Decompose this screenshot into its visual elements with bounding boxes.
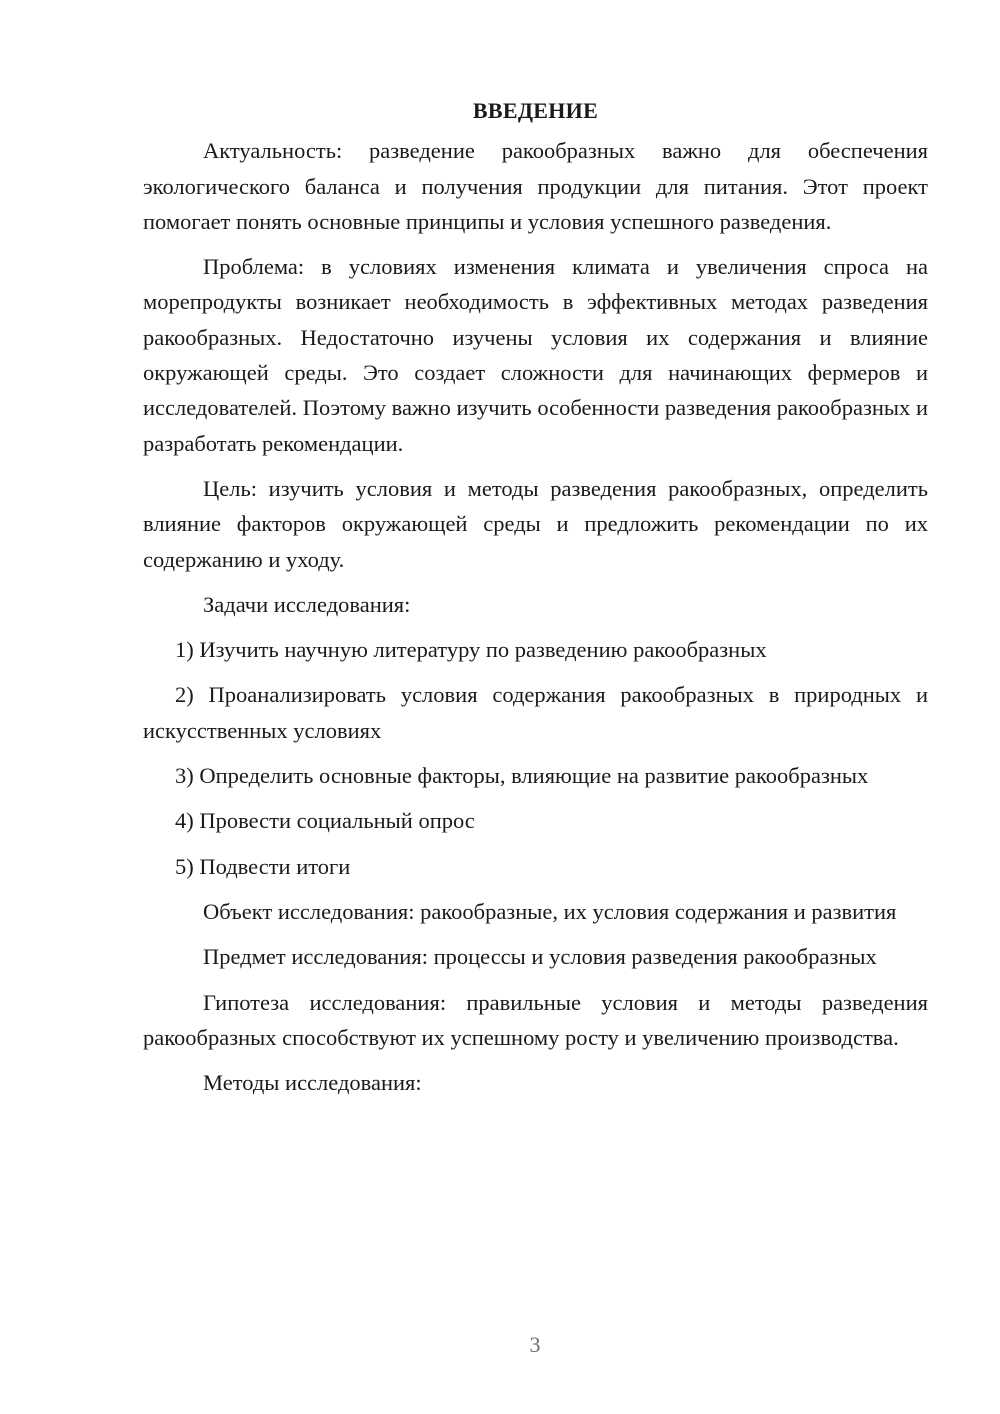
document-page (143, 93, 928, 1110)
task-item-4: 4) Провести социальный опрос (175, 808, 475, 834)
task-item-5: 5) Подвести итоги (175, 853, 351, 879)
methods-heading: Методы исследования: (203, 1070, 422, 1096)
task-item-2: 2) Проанализировать условия содержания ракообразных в природных и искусственных условиях (143, 682, 928, 743)
tasks-heading: Задачи исследования: (203, 591, 411, 617)
task-item-1: 1) Изучить научную литературу по разведению ракообразных (175, 637, 767, 663)
subject-paragraph: Предмет исследования: процессы и условия разведения ракообразных (203, 944, 877, 970)
task-item-3: 3) Определить основные факторы, влияющие на развитие ракообразных (175, 763, 869, 789)
relevance-paragraph: Актуальность: разведение ракообразных важно для обеспечения экологического баланса и получения продукции для питания. Этот проект помогает понять основные принципы и условия успешного разведения. (143, 138, 928, 234)
object-paragraph: Объект исследования: ракообразные, их условия содержания и развития (203, 898, 897, 924)
hypothesis-paragraph: Гипотеза исследования: правильные условия и методы разведения ракообразных способствуют их успешному росту и увеличению производства. (143, 989, 928, 1050)
goal-paragraph: Цель: изучить условия и методы разведения ракообразных, определить влияние факторов окружающей среды и предложить рекомендации по их содержанию и уходу. (143, 475, 928, 572)
section-title: ВВЕДЕНИЕ (472, 98, 599, 123)
page-number: 3 (529, 1332, 541, 1357)
problem-paragraph: Проблема: в условиях изменения климата и увеличения спроса на морепродукты возникает необходимость в эффективных методах разведения ракообразных. Недостаточно изучены условия их содержания и влияние окружающей среды. Это создает сложности для начинающих фермеров и исследователей. Поэтому важно изучить особенности разведения ракообразных и разработать рекомендации. (143, 254, 928, 456)
